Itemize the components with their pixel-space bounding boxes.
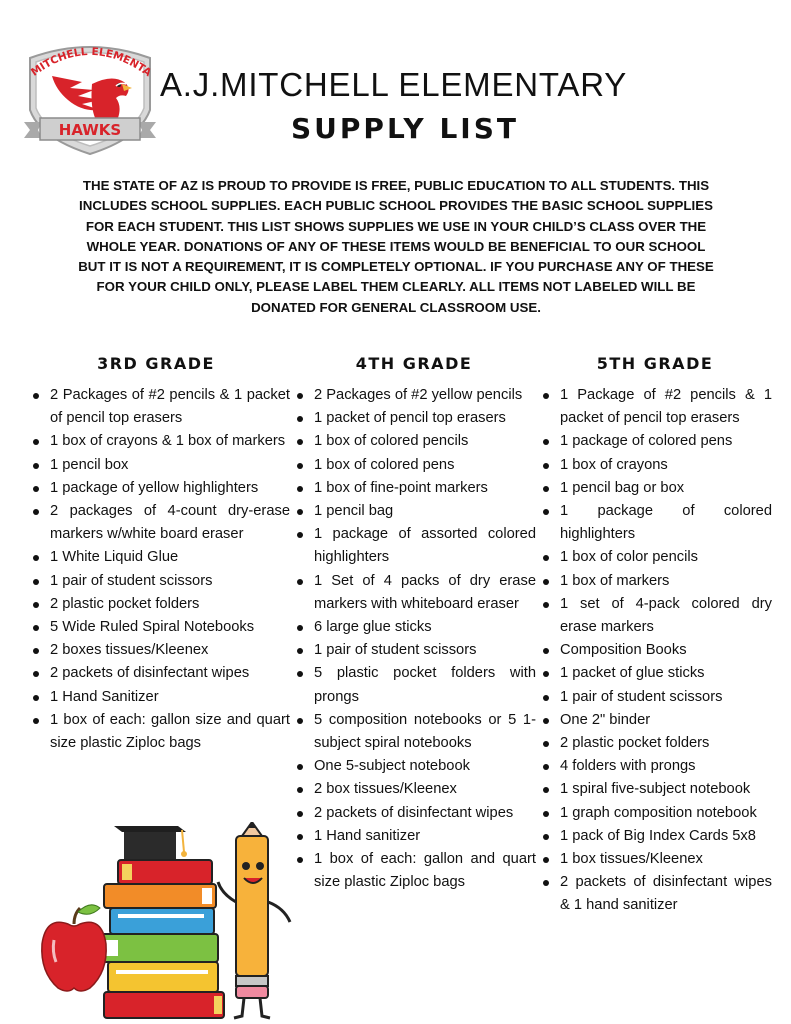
list-item: 5 composition notebooks or 5 1-subject spiral notebooks (292, 709, 536, 755)
list-item: 2 plastic pocket folders (28, 593, 290, 616)
list-item: 1 box of crayons (538, 454, 772, 477)
graduation-cap-icon (114, 826, 187, 860)
fourth-grade-column (292, 354, 536, 894)
list-item: 1 package of colored highlighters (538, 500, 772, 546)
list-item: 1 spiral five-subject notebook (538, 778, 772, 801)
hawk-shield-logo (22, 38, 158, 156)
list-item: 1 graph composition notebook (538, 802, 772, 825)
list-item: 1 set of 4-pack colored dry erase markers (538, 593, 772, 639)
list-item: 1 pair of student scissors (292, 639, 536, 662)
list-item: 1 Package of #2 pencils & 1 packet of pencil top erasers (538, 384, 772, 430)
list-item: 1 White Liquid Glue (28, 546, 290, 569)
logo-banner-text: HAWKS (58, 121, 122, 139)
list-item: 1 box of crayons & 1 box of markers (28, 430, 290, 453)
fourth-grade-list (292, 384, 536, 894)
list-item: 1 box of fine-point markers (292, 477, 536, 500)
page-subtitle: SUPPLY LIST (291, 112, 519, 145)
list-item: 1 box of each: gallon size and quart size plastic Ziploc bags (28, 709, 290, 755)
list-item: 5 Wide Ruled Spiral Notebooks (28, 616, 290, 639)
list-item: 1 Set of 4 packs of dry erase markers with whiteboard eraser (292, 570, 536, 616)
list-item: One 5-subject notebook (292, 755, 536, 778)
fifth-grade-list (538, 384, 772, 918)
list-item: 1 pencil bag (292, 500, 536, 523)
list-item: 1 packet of pencil top erasers (292, 407, 536, 430)
school-supplies-illustration (38, 822, 300, 1020)
list-item: 6 large glue sticks (292, 616, 536, 639)
list-item: 1 package of assorted colored highlighters (292, 523, 536, 569)
intro-paragraph: THE STATE OF AZ IS PROUD TO PROVIDE IS FREE, PUBLIC EDUCATION TO ALL STUDENTS. THIS INCLUDES SCHOOL SUPPLIES. EACH PUBLIC SCHOOL PROVIDES THE BASIC SCHOOL SUPPLIES FOR EACH STUDENT. THIS LIST SHOWS SUPPLIES WE USE IN YOUR CHILD’S CLASS OVER THE WHOLE YEAR. DONATIONS OF ANY OF THESE ITEMS WOULD BE BENEFICIAL TO OUR SCHOOL BUT IT IS NOT A REQUIREMENT, IT IS COMPLETELY OPTIONAL. IF YOU PURCHASE ANY OF THESE FOR YOUR CHILD ONLY, PLEASE LABEL THEM CLEARLY. ALL ITEMS NOT LABELED WILL BE DONATED FOR GENERAL CLASSROOM USE. (78, 178, 714, 315)
books-pencil-apple-icon (38, 822, 300, 1020)
list-item: 2 packets of disinfectant wipes (28, 662, 290, 685)
logo-arc-text: MITCHELL ELEMENTA (28, 45, 154, 80)
third-grade-list (28, 384, 290, 755)
list-item: 1 pencil box (28, 454, 290, 477)
list-item: 1 pair of student scissors (538, 686, 772, 709)
list-item: 1 pencil bag or box (538, 477, 772, 500)
third-grade-column (28, 354, 290, 755)
list-item: 2 plastic pocket folders (538, 732, 772, 755)
list-item: 2 Packages of #2 pencils & 1 packet of pencil top erasers (28, 384, 290, 430)
fifth-grade-heading: 5TH GRADE (596, 354, 714, 373)
list-item: 1 pack of Big Index Cards 5x8 (538, 825, 772, 848)
list-item: 1 box of color pencils (538, 546, 772, 569)
list-item: 4 folders with prongs (538, 755, 772, 778)
list-item: 2 packets of disinfectant wipes & 1 hand sanitizer (538, 871, 772, 917)
list-item: 2 Packages of #2 yellow pencils (292, 384, 536, 407)
third-grade-heading: 3RD GRADE (97, 354, 215, 373)
list-item: 1 box tissues/Kleenex (538, 848, 772, 871)
list-item: 1 pair of student scissors (28, 570, 290, 593)
list-item: Composition Books (538, 639, 772, 662)
list-item: 2 box tissues/Kleenex (292, 778, 536, 801)
list-item: 1 package of yellow highlighters (28, 477, 290, 500)
fourth-grade-heading: 4TH GRADE (355, 354, 473, 373)
list-item: 1 box of each: gallon and quart size plastic Ziploc bags (292, 848, 536, 894)
book-stack-icon (100, 860, 224, 1018)
pencil-mascot-icon (218, 822, 290, 1018)
school-logo (22, 38, 158, 156)
list-item: 1 Hand sanitizer (292, 825, 536, 848)
list-item: 1 box of colored pens (292, 454, 536, 477)
page-title: A.J.MITCHELL ELEMENTARY (160, 66, 628, 103)
list-item: 5 plastic pocket folders with prongs (292, 662, 536, 708)
fifth-grade-column (538, 354, 772, 918)
list-item: One 2" binder (538, 709, 772, 732)
list-item: 1 Hand Sanitizer (28, 686, 290, 709)
list-item: 1 package of colored pens (538, 430, 772, 453)
list-item: 2 packets of disinfectant wipes (292, 802, 536, 825)
apple-icon (42, 905, 106, 991)
list-item: 1 packet of glue sticks (538, 662, 772, 685)
list-item: 2 packages of 4-count dry-erase markers w/white board eraser (28, 500, 290, 546)
list-item: 1 box of colored pencils (292, 430, 536, 453)
list-item: 2 boxes tissues/Kleenex (28, 639, 290, 662)
list-item: 1 box of markers (538, 570, 772, 593)
